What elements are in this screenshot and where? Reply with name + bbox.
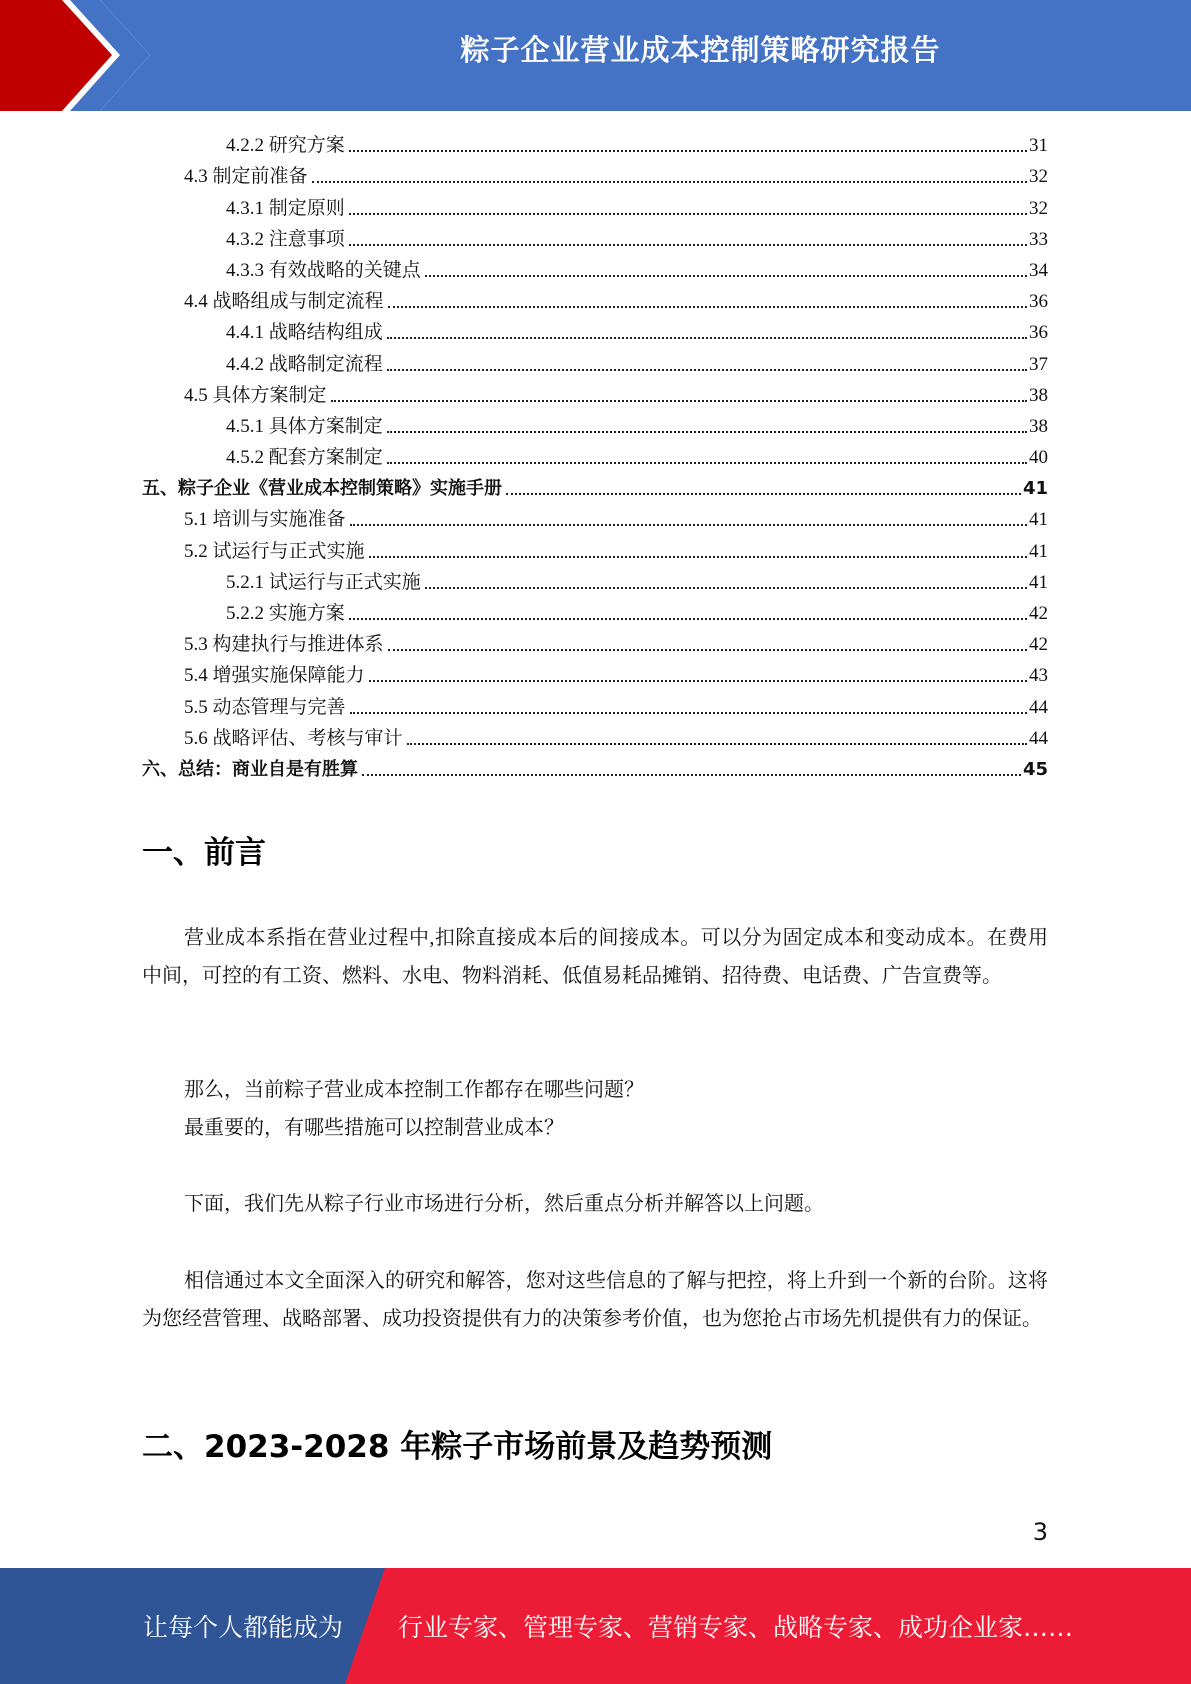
toc-entry-label: 5.5 动态管理与完善 xyxy=(184,696,346,718)
toc-dot-leader xyxy=(387,369,1027,371)
toc-entry-label: 4.3.3 有效战略的关键点 xyxy=(226,259,421,281)
toc-entry-page: 44 xyxy=(1029,727,1048,749)
toc-entry[interactable] xyxy=(142,440,1048,471)
toc-entry[interactable] xyxy=(142,533,1048,564)
toc-entry-label: 5.4 增强实施保障能力 xyxy=(184,665,365,687)
toc-entry-label: 4.4.1 战略结构组成 xyxy=(226,322,383,344)
toc-dot-leader xyxy=(369,680,1027,682)
toc-dot-leader xyxy=(350,524,1027,526)
toc-entry[interactable] xyxy=(142,222,1048,253)
toc-entry-label: 5.2.1 试运行与正式实施 xyxy=(226,571,421,593)
toc-dot-leader xyxy=(349,150,1027,152)
toc-dot-leader xyxy=(388,306,1027,308)
toc-dot-leader xyxy=(387,337,1027,339)
toc-dot-leader xyxy=(369,556,1027,558)
toc-dot-leader xyxy=(425,275,1027,277)
toc-dot-leader xyxy=(331,400,1027,402)
toc-entry[interactable] xyxy=(142,502,1048,533)
paragraph-analysis: 下面，我们先从粽子行业市场进行分析，然后重点分析并解答以上问题。 xyxy=(184,1193,824,1215)
toc-dot-leader xyxy=(506,493,1021,495)
toc-entry[interactable] xyxy=(142,190,1048,221)
toc-entry-label: 5.3 构建执行与推进体系 xyxy=(184,634,384,656)
toc-entry-page: 42 xyxy=(1029,634,1048,656)
toc-entry-label: 4.5.2 配套方案制定 xyxy=(226,447,383,469)
toc-entry[interactable] xyxy=(142,346,1048,377)
toc-entry[interactable] xyxy=(142,627,1048,658)
toc-entry-page: 32 xyxy=(1029,197,1048,219)
toc-entry[interactable] xyxy=(142,596,1048,627)
toc-entry-label: 五、粽子企业《营业成本控制策略》实施手册 xyxy=(142,478,502,500)
toc-entry-page: 34 xyxy=(1029,259,1048,281)
toc-entry-page: 41 xyxy=(1029,509,1048,531)
toc-dot-leader xyxy=(425,587,1027,589)
toc-entry-label: 5.1 培训与实施准备 xyxy=(184,509,346,531)
toc-entry-label: 4.5.1 具体方案制定 xyxy=(226,415,383,437)
footer-slogan-right: 行业专家、管理专家、营销专家、战略专家、成功企业家…… xyxy=(398,1613,1074,1642)
toc-dot-leader xyxy=(349,244,1027,246)
toc-entry-page: 42 xyxy=(1029,603,1048,624)
toc-entry-page: 41 xyxy=(1022,478,1048,500)
toc-entry-label: 5.2 试运行与正式实施 xyxy=(184,540,365,562)
toc-dot-leader xyxy=(387,462,1027,464)
toc-entry[interactable] xyxy=(142,159,1048,190)
toc-dot-leader xyxy=(349,618,1027,620)
toc-entry-page: 32 xyxy=(1029,166,1048,188)
toc-entry[interactable] xyxy=(142,689,1048,720)
toc-entry-page: 43 xyxy=(1029,665,1048,687)
footer-slogan-left: 让每个人都能成为 xyxy=(143,1613,344,1642)
toc-entry[interactable] xyxy=(142,284,1048,315)
toc-entry-label: 4.3.2 注意事项 xyxy=(226,228,345,250)
section-heading-preface: 一、前言 xyxy=(142,835,266,871)
toc-entry-label: 4.4.2 战略制定流程 xyxy=(226,353,383,375)
question-1: 那么，当前粽子营业成本控制工作都存在哪些问题？ xyxy=(184,1079,644,1101)
toc-entry-page: 36 xyxy=(1029,291,1048,313)
toc-entry-page: 40 xyxy=(1029,447,1048,469)
toc-entry[interactable] xyxy=(142,128,1048,159)
toc-dot-leader xyxy=(388,649,1027,651)
paragraph-intro: 营业成本系指在营业过程中,扣除直接成本后的间接成本。可以分为固定成本和变动成本。在费用中间，可控的有工资、燃料、水电、物料消耗、低值易耗品摊销、招待费、电话费、广告宣费等。 xyxy=(142,927,1048,987)
table-of-contents xyxy=(142,128,1048,783)
toc-entry-page: 41 xyxy=(1029,571,1048,593)
page-footer xyxy=(0,1568,1191,1684)
question-list xyxy=(142,1071,1048,1147)
paragraph-conclusion: 相信通过本文全面深入的研究和解答，您对这些信息的了解与把控，将上升到一个新的台阶。这将为您经营管理、战略部署、成功投资提供有力的决策参考价值，也为您抢占市场先机提供有力的保证。 xyxy=(142,1270,1048,1330)
toc-dot-leader xyxy=(362,774,1021,776)
toc-entry-label: 5.6 战略评估、考核与审计 xyxy=(184,727,403,749)
toc-entry[interactable] xyxy=(142,565,1048,596)
toc-dot-leader xyxy=(350,712,1027,714)
toc-entry-page: 45 xyxy=(1022,758,1048,780)
toc-entry-label: 4.5 具体方案制定 xyxy=(184,384,327,406)
toc-dot-leader xyxy=(312,181,1027,183)
toc-entry-page: 38 xyxy=(1029,384,1048,406)
toc-entry-page: 41 xyxy=(1029,540,1048,562)
toc-dot-leader xyxy=(407,743,1027,745)
toc-entry-label: 六、总结：商业自是有胜算 xyxy=(142,758,358,780)
toc-entry-page: 33 xyxy=(1029,228,1048,250)
toc-entry[interactable] xyxy=(142,752,1048,783)
toc-entry-page: 31 xyxy=(1029,135,1048,157)
toc-entry[interactable] xyxy=(142,658,1048,689)
toc-entry-page: 37 xyxy=(1029,353,1048,375)
toc-entry[interactable] xyxy=(142,253,1048,284)
toc-entry-page: 38 xyxy=(1029,415,1048,437)
report-title: 粽子企业营业成本控制策略研究报告 xyxy=(460,33,941,67)
question-2: 最重要的，有哪些措施可以控制营业成本？ xyxy=(184,1117,564,1139)
toc-entry[interactable] xyxy=(142,471,1048,502)
toc-entry[interactable] xyxy=(142,409,1048,440)
toc-entry-label: 4.4 战略组成与制定流程 xyxy=(184,291,384,313)
toc-entry-page: 36 xyxy=(1029,322,1048,344)
toc-dot-leader xyxy=(349,213,1027,215)
toc-entry-label: 4.2.2 研究方案 xyxy=(226,135,345,157)
toc-entry-label: 4.3 制定前准备 xyxy=(184,166,308,188)
toc-entry[interactable] xyxy=(142,378,1048,409)
toc-entry-label: 5.2.2 实施方案 xyxy=(226,603,345,624)
toc-dot-leader xyxy=(387,431,1027,433)
toc-entry-page: 44 xyxy=(1029,696,1048,718)
section-heading-market-forecast: 二、2023-2028 年粽子市场前景及趋势预测 xyxy=(142,1429,773,1465)
page-header xyxy=(0,0,1191,111)
page-number: 3 xyxy=(1032,1518,1048,1546)
toc-entry-label: 4.3.1 制定原则 xyxy=(226,197,345,219)
toc-entry[interactable] xyxy=(142,315,1048,346)
toc-entry[interactable] xyxy=(142,721,1048,752)
